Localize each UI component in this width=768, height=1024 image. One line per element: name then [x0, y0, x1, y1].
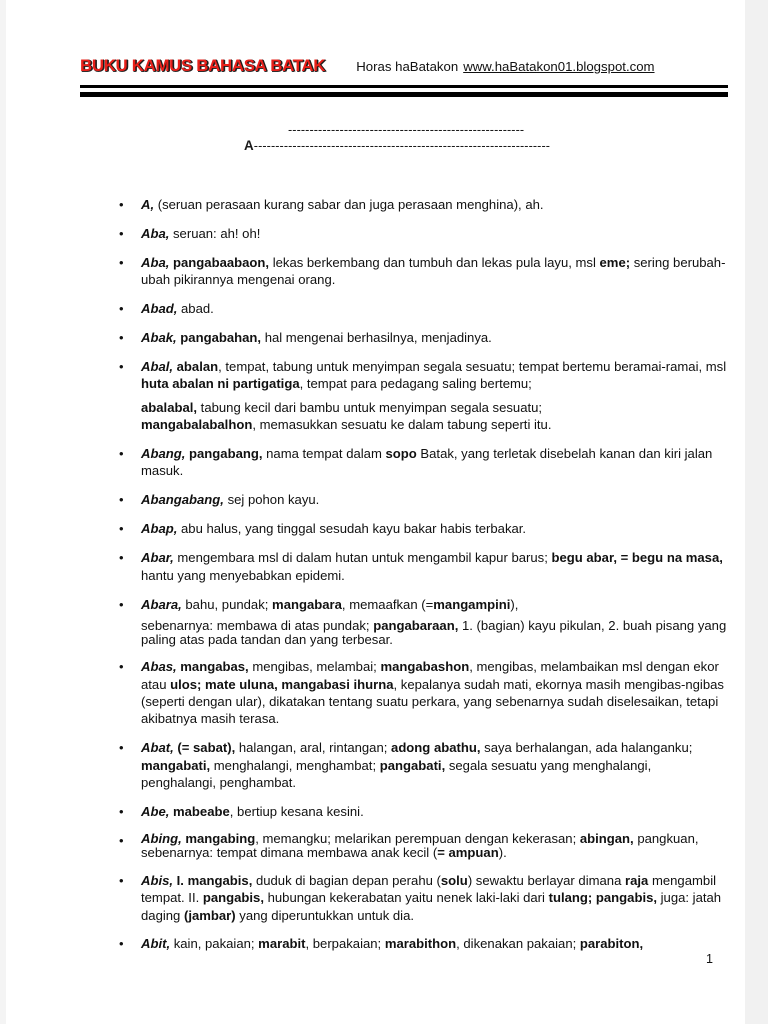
header-row [80, 57, 728, 76]
entry-bold-term: abingan, [579, 830, 634, 846]
entry-headword: Abal, [141, 358, 174, 374]
dictionary-entry [111, 491, 727, 508]
entry-bold-term: solu [440, 872, 468, 888]
entry-body [141, 740, 692, 790]
entry-text: ) sewaktu berlayar dimana [467, 872, 626, 888]
dictionary-entry [111, 225, 727, 242]
entry-text: ). [498, 845, 507, 861]
bullet-icon: • [119, 197, 124, 212]
section-dashes-top: ------------------------------------------------------- [288, 124, 525, 137]
entry-text: abad. [177, 301, 214, 317]
entry-bold-term: mabeabe [169, 804, 230, 819]
entry-headword: Abad, [141, 301, 178, 317]
dictionary-entry-list [111, 196, 727, 964]
entry-headword: Aba, [141, 225, 170, 241]
entry-bold-term: begu na masa, [631, 550, 723, 566]
entry-bold-term: pangabati, [379, 757, 446, 773]
header-rule-thick [80, 92, 728, 97]
entry-text: bahu, pundak; [181, 596, 273, 612]
entry-subform [141, 416, 727, 433]
entry-bold-term: mangabara [272, 596, 342, 612]
entry-bold-term: raja [625, 872, 649, 888]
entry-text: ), [510, 596, 519, 612]
entry-text: mengibas, melambai; [248, 659, 381, 675]
entry-text: pangkuan, sebenarnya: tempat dimana membawa anak kecil ( [141, 830, 699, 861]
entry-headword: Abis, [141, 872, 174, 888]
entry-text: hubungan kekerabatan yaitu nenek laki-laki dari [263, 890, 549, 906]
entry-text: nama tempat dalam [262, 446, 386, 462]
document-title: BUKU KAMUS BAHASA BATAK [80, 57, 326, 75]
bullet-icon: • [119, 740, 124, 756]
entry-body [141, 873, 721, 923]
entry-text: segala sesuatu yang menghalangi, penghalangi, penghambat. [141, 757, 652, 791]
entry-bold-term: parabiton, [579, 936, 644, 952]
entry-bold-term: tulang; pangabis, [548, 890, 657, 906]
entry-text: , mengibas, melambaikan msl dengan ekor atau [141, 659, 719, 692]
entry-body [141, 936, 643, 951]
entry-bold-term: (= sabat), [173, 740, 236, 756]
document-header [80, 57, 728, 76]
section-dashes-bottom: --------------------------------------------------------------------- [253, 138, 551, 153]
entry-bold-term: ulos; mate uluna, mangabasi ihurna [170, 676, 394, 692]
entry-bold-term: I. mangabis, [173, 872, 253, 888]
dictionary-entry [111, 445, 727, 480]
entry-body [141, 492, 319, 507]
entry-text: lekas berkembang dan tumbuh dan lekas pula layu, msl [269, 254, 600, 270]
entry-bold-term: huta abalan ni partigatiga [141, 376, 300, 392]
entry-headword: Abat, [141, 740, 174, 756]
entry-body [141, 226, 260, 241]
page-right-edge [745, 0, 768, 1024]
entry-headword: Abang, [141, 446, 186, 462]
entry-text: seruan: ah! oh! [169, 225, 261, 241]
entry-bold-term: pangabang, [185, 446, 263, 462]
entry-text: kain, pakaian; [170, 936, 259, 952]
dictionary-entry [111, 803, 727, 820]
bullet-icon: • [119, 596, 124, 612]
dictionary-entry [111, 832, 727, 860]
bullet-icon: • [119, 832, 124, 848]
entry-bold-term: pangabis, [202, 890, 264, 906]
entry-text: tabung kecil dari bambu untuk menyimpan segala sesuatu; [197, 399, 543, 415]
dictionary-entry [111, 358, 727, 434]
entry-headword: A, [141, 197, 155, 212]
entry-text: mengambil tempat. II. [141, 872, 717, 906]
entry-subform [141, 619, 727, 647]
entry-text: sebenarnya: membawa di atas pundak; [141, 617, 374, 633]
bullet-icon: • [119, 804, 124, 819]
entry-text: 1. (bagian) kayu pikulan, 2. buah pisang yang paling atas pada tandan dan yang terbesar. [141, 617, 727, 647]
bullet-icon: • [119, 254, 124, 270]
entry-bold-term: pangabaraan, [373, 617, 459, 633]
entry-body [141, 550, 723, 582]
entry-headword: Abe, [141, 804, 170, 819]
dictionary-entry [111, 196, 727, 213]
entry-text: saya berhalangan, ada halanganku; [480, 740, 693, 756]
header-url-link[interactable]: www.haBatakon01.blogspot.com [463, 59, 655, 74]
section-letter-row [80, 138, 728, 155]
entry-text: , memasukkan sesuatu ke dalam tabung seperti itu. [252, 417, 552, 433]
dictionary-entry [111, 300, 727, 317]
entry-body [141, 659, 724, 726]
entry-bold-term: marabithon [384, 936, 457, 952]
entry-body [141, 446, 712, 478]
entry-text: abu halus, yang tinggal sesudah kayu bakar habis terbakar. [177, 521, 527, 537]
entry-text: , memangku; melarikan perempuan dengan kekerasan; [255, 830, 580, 846]
bullet-icon: • [119, 936, 124, 952]
bullet-icon: • [119, 446, 124, 462]
entry-text: mengembara msl di dalam hutan untuk mengambil kapur barus; [173, 550, 552, 566]
entry-bold-term: mangabing [181, 830, 256, 846]
entry-bold-term: adong abathu, [391, 740, 481, 756]
entry-text: Batak, yang terletak disebelah kanan dan kiri jalan masuk. [141, 446, 713, 479]
bullet-icon: • [119, 330, 124, 346]
entry-text: sering berubah-ubah pikirannya mengenai orang. [141, 254, 726, 288]
entry-text: yang diperuntukkan untuk dia. [235, 907, 414, 923]
entry-body [141, 597, 518, 612]
entry-text: , kepalanya sudah mati, ekornya masih mengibas-ngibas (seperti dengan ular), dikatakan tentang suatu perkara, yang sebenarnya sudah diselesaikan, tetapi akibatnya masih terasa. [141, 676, 724, 727]
entry-bold-term: marabit [258, 936, 306, 952]
entry-bold-term: (jambar) [183, 907, 236, 923]
dictionary-entry [111, 254, 727, 289]
dictionary-entry [111, 520, 727, 537]
dictionary-entry [111, 329, 727, 346]
entry-body [141, 831, 699, 860]
entry-headword: Abar, [141, 550, 174, 566]
entry-body [141, 359, 726, 391]
entry-body [141, 330, 492, 345]
entry-headword: Abak, [141, 330, 177, 346]
entry-bold-term: mangabashon [380, 659, 470, 675]
entry-text: (seruan perasaan kurang sabar dan juga perasaan menghina), ah. [154, 197, 544, 212]
entry-bold-term: mangampini [433, 596, 511, 612]
entry-subform [141, 399, 727, 416]
bullet-icon: • [119, 225, 124, 241]
header-tagline: Horas haBatakon [356, 59, 459, 74]
page-number: 1 [705, 952, 713, 966]
entry-text: juga: jatah daging [141, 890, 722, 923]
entry-bold-term: sopo [385, 446, 417, 462]
entry-body [141, 255, 725, 287]
entry-text: hal mengenai berhasilnya, menjadinya. [261, 330, 492, 346]
entry-headword: Aba, [141, 254, 170, 270]
entry-text: , tempat, tabung untuk menyimpan segala sesuatu; tempat bertemu beramai-ramai, msl [218, 358, 727, 374]
entry-bold-term: abalabal, [141, 399, 198, 415]
entry-bold-term: begu abar, = [551, 550, 629, 566]
entry-bold-term: eme; [599, 254, 631, 270]
dictionary-entry [111, 658, 727, 728]
section-letter: A [244, 137, 254, 153]
entry-text: , bertiup kesana kesini. [229, 804, 364, 819]
entry-text: , berpakaian; [305, 936, 385, 952]
entry-headword: Abing, [141, 830, 182, 846]
entry-bold-term: pangabahan, [176, 330, 262, 346]
entry-text: , tempat para pedagang saling bertemu; [299, 376, 532, 392]
entry-bold-term: abalan [173, 358, 219, 374]
entry-headword: Abas, [141, 659, 177, 675]
bullet-icon: • [119, 659, 124, 675]
entry-headword: Abara, [141, 596, 182, 612]
header-rule-thin [80, 85, 728, 88]
entry-headword: Abangabang, [141, 492, 224, 508]
dictionary-entry [111, 935, 727, 952]
entry-bold-term: mangabati, [141, 757, 211, 773]
section-divider [80, 124, 728, 155]
entry-body [141, 301, 214, 316]
entry-text: hantu yang menyebabkan epidemi. [141, 567, 345, 583]
bullet-icon: • [119, 358, 124, 374]
bullet-icon: • [119, 872, 124, 888]
entry-text: halangan, aral, rintangan; [235, 740, 392, 756]
entry-text: , memaafkan (= [341, 596, 434, 612]
entry-headword: Abit, [141, 936, 171, 952]
bullet-icon: • [119, 492, 124, 508]
dictionary-entry [111, 739, 727, 791]
entry-body [141, 197, 544, 212]
entry-bold-term: pangabaabaon, [169, 254, 270, 270]
entry-bold-term: mangabalabalhon [141, 417, 253, 433]
dictionary-entry [111, 549, 727, 584]
dictionary-entry [111, 872, 727, 924]
entry-text: , dikenakan pakaian; [456, 936, 580, 952]
entry-bold-term: mangabas, [176, 659, 249, 675]
entry-bold-term: = ampuan [437, 845, 499, 861]
entry-body [141, 521, 526, 536]
entry-text: sej pohon kayu. [223, 492, 320, 508]
bullet-icon: • [119, 301, 124, 317]
entry-headword: Abap, [141, 521, 178, 537]
entry-text: menghalangi, menghambat; [210, 757, 380, 773]
bullet-icon: • [119, 521, 124, 537]
dictionary-entry [111, 596, 727, 647]
entry-body [141, 804, 364, 819]
entry-text: duduk di bagian depan perahu ( [252, 872, 441, 888]
bullet-icon: • [119, 550, 124, 566]
document-page [6, 0, 745, 1024]
